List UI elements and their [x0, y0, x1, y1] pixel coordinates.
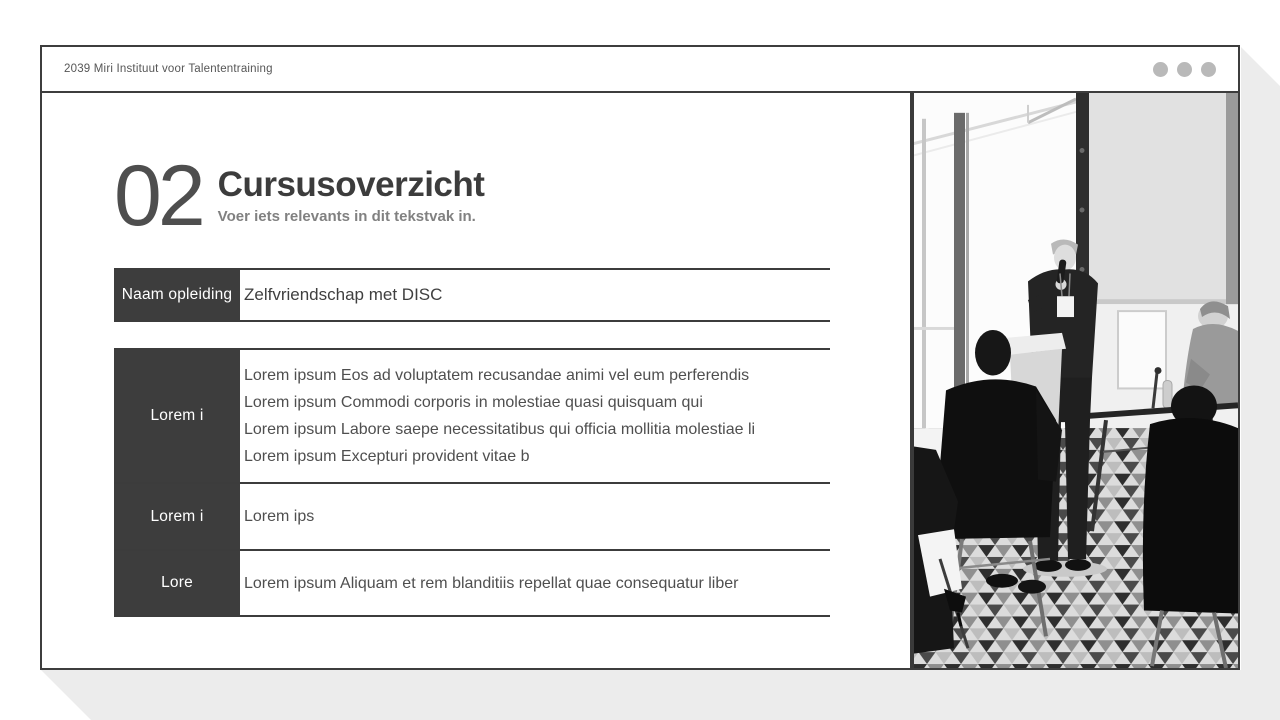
course-detail-table: [114, 348, 830, 617]
table-row: [114, 549, 830, 615]
window-control-dot[interactable]: [1201, 62, 1216, 77]
value-line: Lorem ipsum Labore saepe necessitatibus qui officia mollitia molestiae li: [244, 421, 756, 438]
row-value: [240, 350, 830, 482]
course-name-table: [114, 268, 830, 322]
row-label: Lorem i: [114, 350, 240, 482]
page-title: Cursusoverzicht: [217, 165, 485, 204]
header-title: 2039 Miri Instituut voor Talententraining: [64, 63, 273, 75]
course-name-label: Naam opleiding: [114, 270, 240, 320]
value-line: Lorem ipsum Aliquam et rem blanditiis repellat quae consequatur liber: [244, 574, 739, 592]
row-label: Lorem i: [114, 484, 240, 549]
section-number: 02: [114, 148, 202, 244]
table-row: [114, 482, 830, 549]
row-label: Lore: [114, 551, 240, 615]
table-row: [114, 348, 830, 482]
flipchart: [1118, 311, 1166, 388]
slide-header-bar: [42, 47, 1238, 93]
value-line: Lorem ipsum Excepturi provident vitae b: [244, 448, 530, 465]
course-name-value: Zelfvriendschap met DISC: [244, 285, 443, 304]
window-control-dot[interactable]: [1153, 62, 1168, 77]
section-title-area: [114, 148, 485, 244]
seminar-photo-image: [910, 93, 1238, 668]
presentation-slide: [40, 45, 1240, 670]
seminar-photo-svg: [910, 93, 1238, 668]
value-line: Lorem ipsum Eos ad voluptatem recusandae animi vel eum perferendis: [244, 367, 750, 384]
row-value: [240, 484, 830, 549]
value-line: Lorem ipsum Commodi corporis in molestiae quasi quisquam qui: [244, 394, 703, 411]
window-controls: [1153, 62, 1216, 77]
window-control-dot[interactable]: [1177, 62, 1192, 77]
value-line: Lorem ips: [244, 508, 315, 525]
page-subtitle: Voer iets relevants in dit tekstvak in.: [217, 207, 476, 225]
photo-left-edge: [910, 93, 914, 668]
row-value: [240, 551, 830, 615]
